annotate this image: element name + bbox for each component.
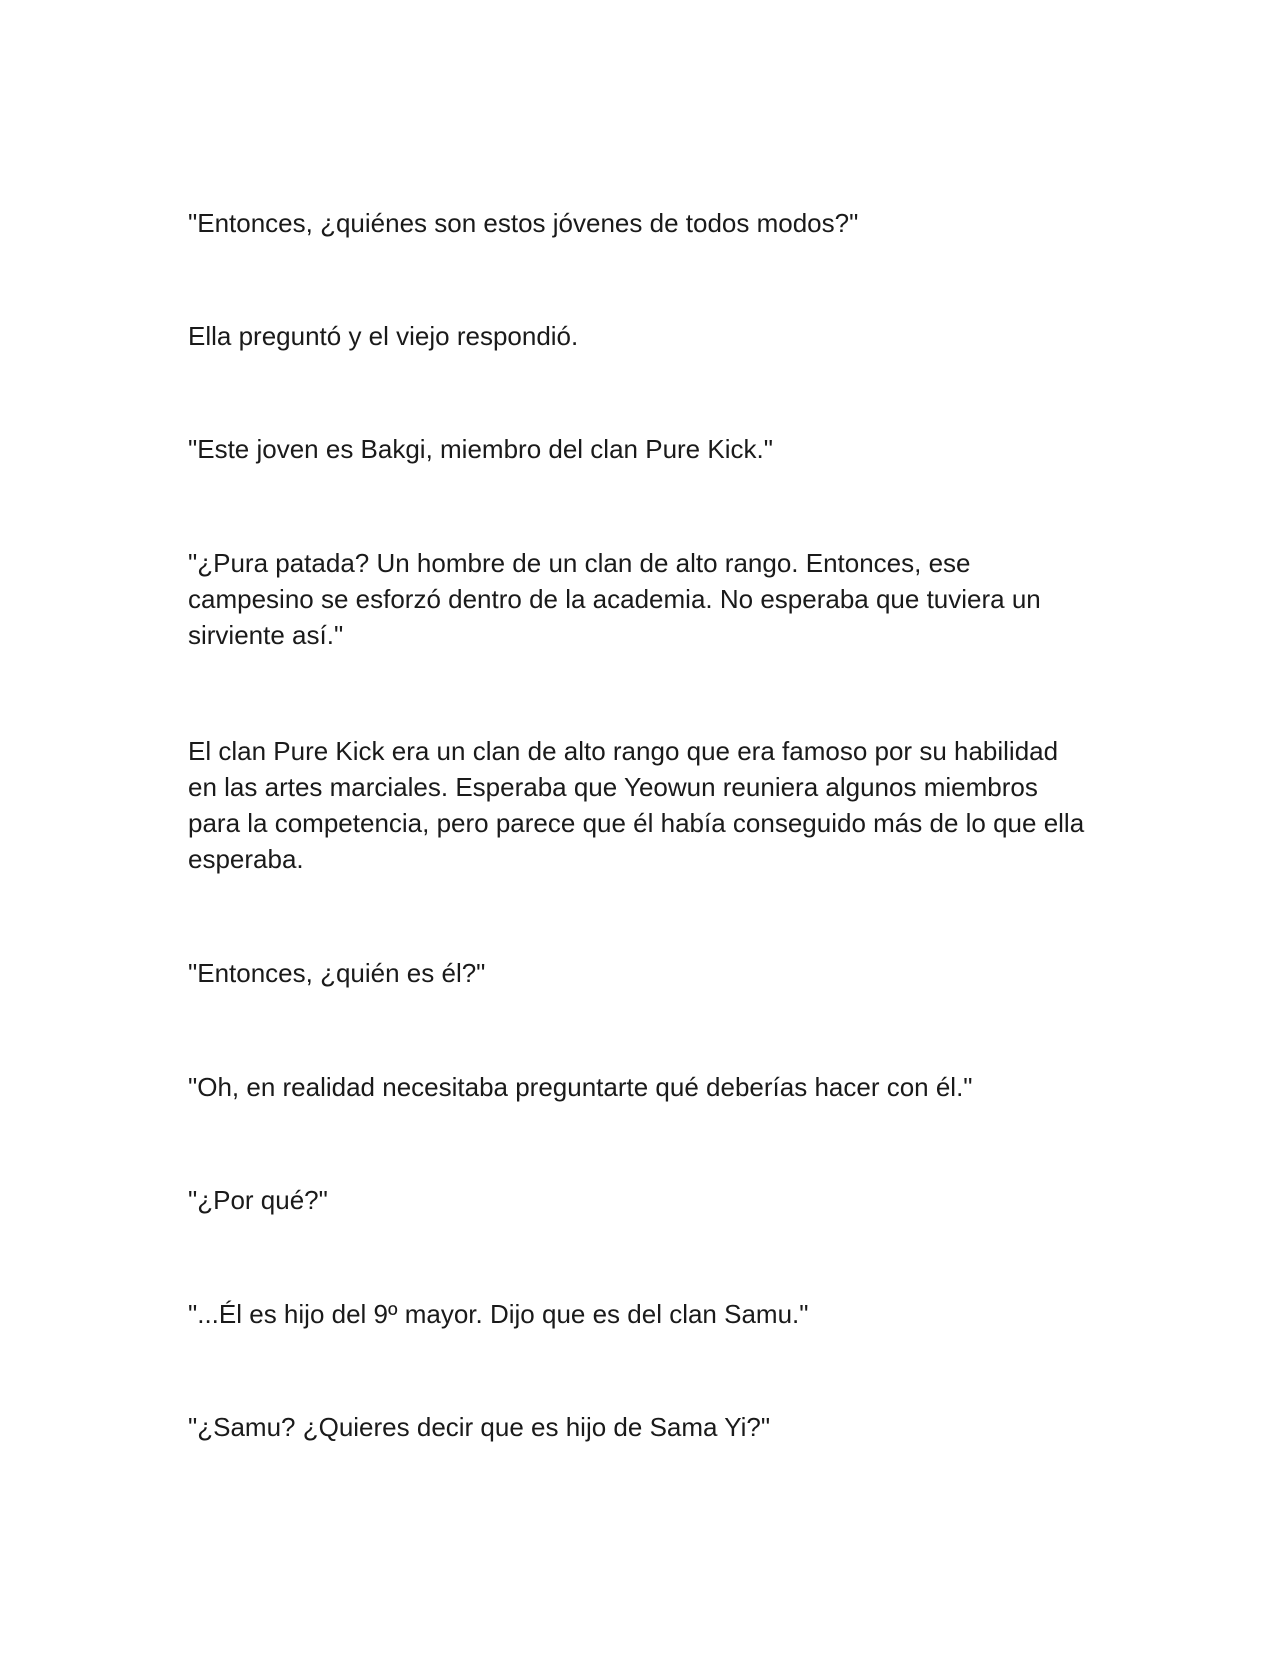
paragraph: Ella preguntó y el viejo respondió. — [188, 321, 579, 351]
paragraph: "Entonces, ¿quiénes son estos jóvenes de todos modos?" — [188, 208, 859, 238]
paragraph: "Oh, en realidad necesitaba preguntarte qué deberías hacer con él." — [188, 1072, 973, 1102]
paragraph: "Este joven es Bakgi, miembro del clan Pure Kick." — [188, 434, 773, 464]
paragraph: "¿Samu? ¿Quieres decir que es hijo de Sama Yi?" — [188, 1412, 771, 1442]
paragraph: "Entonces, ¿quién es él?" — [188, 958, 486, 988]
paragraph: "¿Pura patada? Un hombre de un clan de alto rango. Entonces, ese campesino se esforzó dentro de la academia. No esperaba que tuviera un sirviente así." — [188, 548, 1041, 650]
paragraph: "...Él es hijo del 9º mayor. Dijo que es del clan Samu." — [188, 1299, 809, 1329]
paragraph: El clan Pure Kick era un clan de alto rango que era famoso por su habilidad en las artes marciales. Esperaba que Yeowun reuniera algunos miembros para la competencia, pero parece que él había conseguido más de lo que ella esperaba. — [188, 736, 1085, 874]
paragraph: "¿Por qué?" — [188, 1185, 328, 1215]
